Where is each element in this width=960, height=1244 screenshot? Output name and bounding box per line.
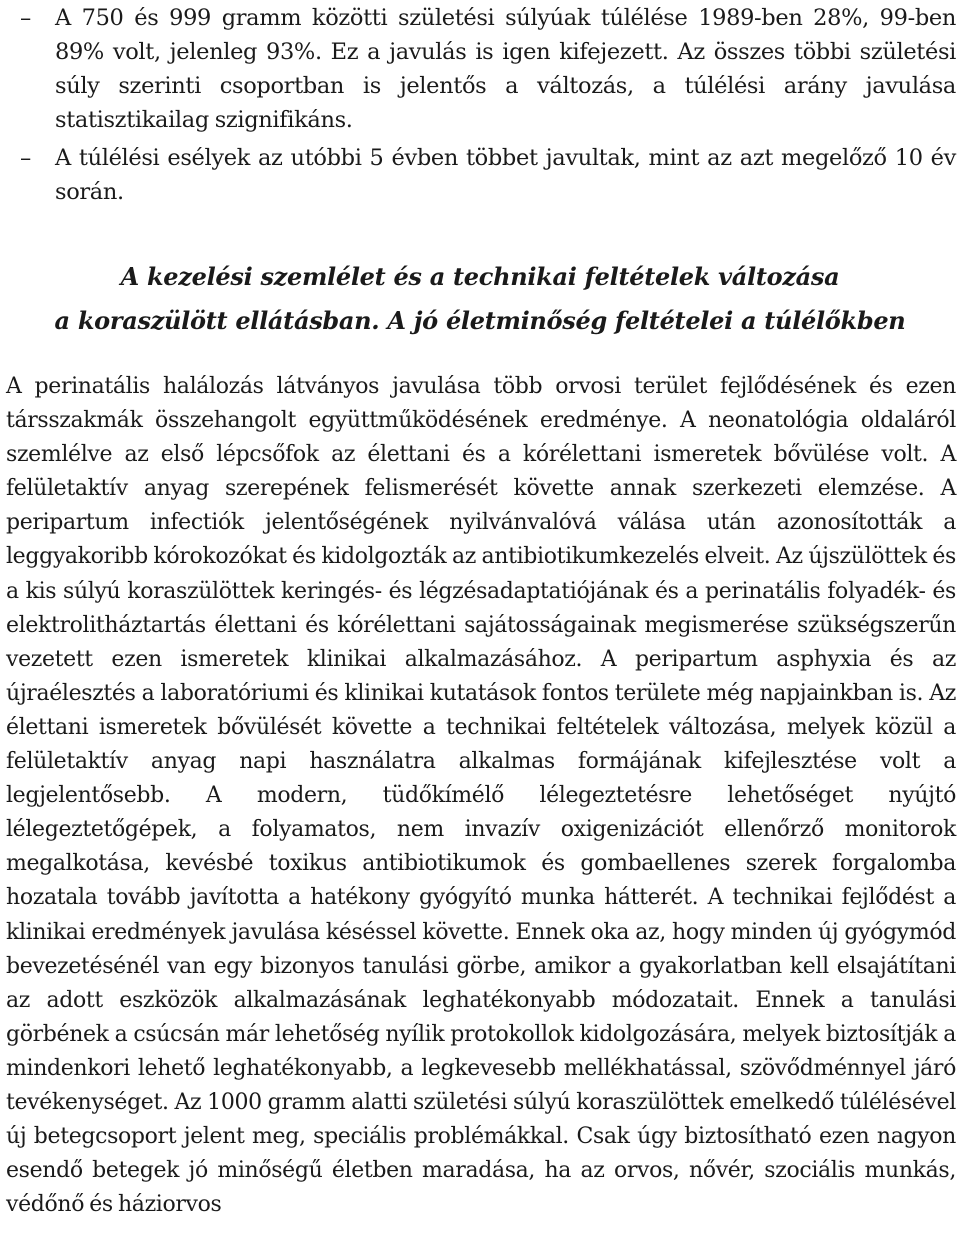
dash-marker: – xyxy=(20,145,31,171)
section-heading-line-2: a koraszülött ellátásban. A jó életminőség feltételei a túlélőkben xyxy=(54,306,906,335)
bullet-list xyxy=(0,0,956,209)
section-heading xyxy=(0,255,960,343)
section-heading-line-1: A kezelési szemlélet és a technikai feltételek változása xyxy=(120,262,840,291)
bullet-item-survival-750-999 xyxy=(0,1,956,137)
bullet-text: A 750 és 999 gramm közötti születési súlyúak túlélése 1989-ben 28%, 99-ben 89% volt, jelenleg 93%. Ez a javulás is igen kifejezett. Az összes többi születési súly szerinti csoportban is jelentős a változás, a túlélési arány javulása statisztikailag szignifikáns. xyxy=(55,5,956,133)
dash-marker: – xyxy=(20,5,31,31)
bullet-text: A túlélési esélyek az utóbbi 5 évben többet javultak, mint az azt megelőző 10 év során. xyxy=(55,145,956,205)
body-paragraph: A perinatális halálozás látványos javulása több orvosi terület fejlődésének és ezen társszakmák összehangolt együttműködésének eredménye. A neonatológia oldaláról szemlélve az első lépcsőfok az élettani és a kórélettani ismeretek bővülése volt. A felületaktív anyag szerepének felismerését követte annak szerkezeti elemzése. A peripartum infectiók jelentőségének nyilvánvalóvá válása után azonosították a leggyakoribb kórokozókat és kidolgozták az antibiotikumkezelés elveit. Az újszülöttek és a kis súlyú koraszülöttek keringés- és légzésadaptatiójának és a perinatális folyadék- és elektrolitháztartás élettani és kórélettani sajátosságainak megismerése szükségszerűn vezetett ezen ismeretek klinikai alkalmazásához. A peripartum asphyxia és az újraélesztés a laboratóriumi és klinikai kutatások fontos területe még napjainkban is. Az élettani ismeretek bővülését követte a technikai feltételek változása, melyek közül a felületaktív anyag napi használatra alkalmas formájának kifejlesztése volt a legjelentősebb. A modern, tüdőkímélő lélegeztetésre lehetőséget nyújtó lélegeztetőgépek, a folyamatos, nem invazív oxigenizációt ellenőrző monitorok megalkotása, kevésbé toxikus antibiotikumok és gombaellenes szerek forgalomba hozatala tovább javította a hatékony gyógyító munka hátterét. A technikai fejlődést a klinikai eredmények javulása késéssel követte. Ennek oka az, hogy minden új gyógymód bevezetésénél van egy bizonyos tanulási görbe, amikor a gyakorlatban kell elsajátítani az adott eszközök alkalmazásának leghatékonyabb módozatait. Ennek a tanulási görbének a csúcsán már lehetőség nyílik protokollok kidolgozására, melyek biztosítják a mindenkori lehető leghatékonyabb, a legkevesebb mellékhatással, szövődménnyel járó tevékenységet. Az 1000 gramm alatti születési súlyú koraszülöttek emelkedő túlélésével új betegcsoport jelent meg, speciális problémákkal. Csak úgy biztosítható ezen nagyon esendő betegek jó minőségű életben maradása, ha az orvos, nővér, szociális munkás, védőnő és háziorvos xyxy=(6,374,956,1218)
bullet-item-survival-improvement xyxy=(0,141,956,209)
